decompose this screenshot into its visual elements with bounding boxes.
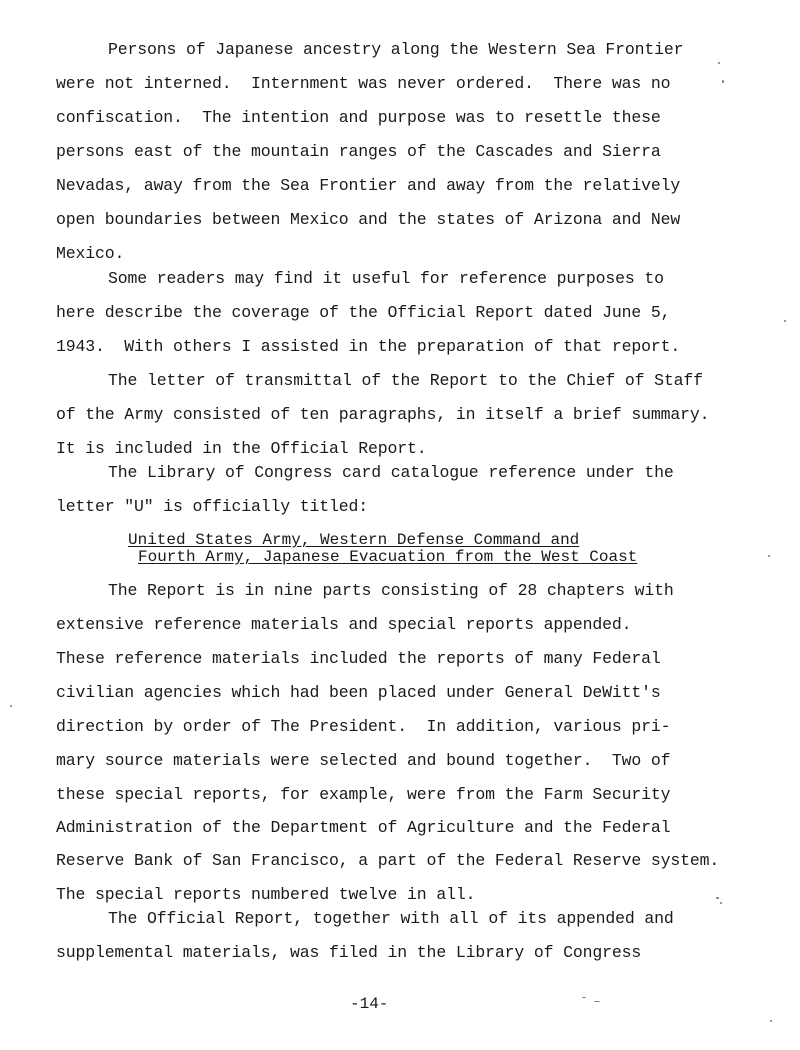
text-line: civilian agencies which had been placed under General DeWitt's (56, 683, 661, 702)
text-line: direction by order of The President. In addition, various pri- (56, 717, 671, 736)
text-line: The Report is in nine parts consisting of 28 chapters with (108, 581, 674, 600)
text-line: Mexico. (56, 244, 125, 263)
scan-speck (582, 997, 586, 998)
text-line: The Library of Congress card catalogue reference under the (108, 463, 674, 482)
text-line: Nevadas, away from the Sea Frontier and away from the relatively (56, 176, 681, 195)
scan-speck (770, 1020, 772, 1022)
text-line: persons east of the mountain ranges of the Cascades and Sierra (56, 142, 661, 161)
text-line: Administration of the Department of Agriculture and the Federal (56, 818, 671, 837)
text-line: supplemental materials, was filed in the Library of Congress (56, 943, 642, 962)
text-line: open boundaries between Mexico and the states of Arizona and New (56, 210, 681, 229)
catalogue-title-line: Fourth Army, Japanese Evacuation from the West Coast (138, 548, 638, 566)
text-line: were not interned. Internment was never ordered. There was no (56, 74, 671, 93)
text-line: these special reports, for example, were from the Farm Security (56, 785, 671, 804)
scan-speck (718, 62, 720, 64)
text-line: 1943. With others I assisted in the preparation of that report. (56, 337, 681, 356)
scan-speck (720, 902, 722, 904)
scan-speck (722, 80, 724, 83)
text-line: confiscation. The intention and purpose was to resettle these (56, 108, 661, 127)
text-line: The Official Report, together with all of its appended and (108, 909, 674, 928)
scan-speck (768, 555, 770, 557)
scan-speck (594, 1001, 600, 1002)
text-line: The letter of transmittal of the Report to the Chief of Staff (108, 371, 703, 390)
page-number: -14- (350, 995, 389, 1013)
text-line: The special reports numbered twelve in all. (56, 885, 476, 904)
text-line: here describe the coverage of the Official Report dated June 5, (56, 303, 671, 322)
text-line: Persons of Japanese ancestry along the Western Sea Frontier (108, 40, 684, 59)
scan-speck (10, 705, 12, 707)
scan-speck (716, 897, 719, 899)
text-line: mary source materials were selected and bound together. Two of (56, 751, 671, 770)
text-line: Reserve Bank of San Francisco, a part of the Federal Reserve system. (56, 851, 720, 870)
catalogue-title-line: United States Army, Western Defense Command and (128, 531, 580, 549)
text-line: Some readers may find it useful for reference purposes to (108, 269, 664, 288)
text-line: extensive reference materials and special reports appended. (56, 615, 632, 634)
text-line: These reference materials included the reports of many Federal (56, 649, 661, 668)
text-line: It is included in the Official Report. (56, 439, 427, 458)
text-line: letter "U" is officially titled: (56, 497, 369, 516)
text-line: of the Army consisted of ten paragraphs, in itself a brief summary. (56, 405, 710, 424)
scan-speck (784, 320, 786, 322)
